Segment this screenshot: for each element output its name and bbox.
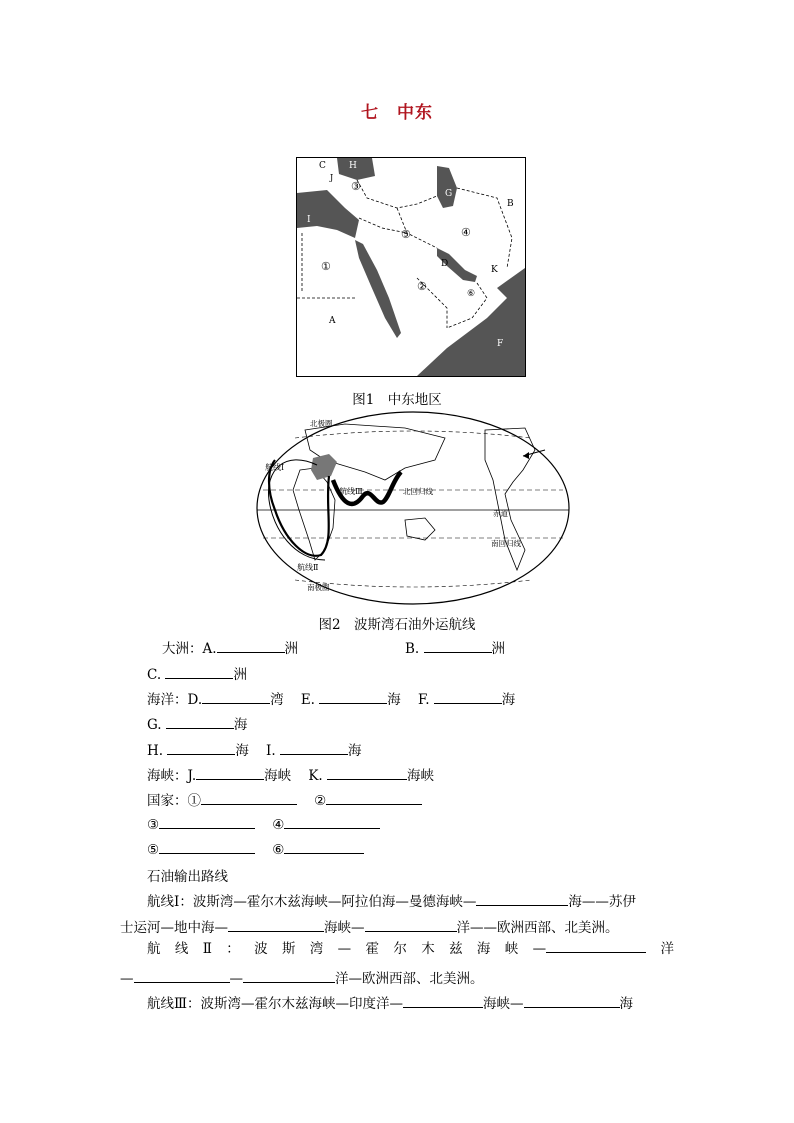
question-country-12: 国家：① ②: [147, 789, 422, 809]
country-label: 国家：: [147, 793, 188, 809]
figure2-caption: 图2 波斯湾石油外运航线: [318, 617, 476, 633]
question-ocean-def: 海洋：D. 湾 E. 海 F. 海: [147, 692, 516, 708]
question-continent-c: C. 洲: [147, 667, 247, 683]
map1-label-g: G: [445, 189, 453, 199]
blank-d[interactable]: [202, 690, 270, 704]
blank-country-3[interactable]: [159, 815, 255, 829]
blank-h[interactable]: [167, 741, 235, 755]
map1-label-n6: ⑥: [467, 289, 476, 299]
mediterranean-sea: [297, 190, 359, 238]
question-country-34: ③ ④: [147, 815, 380, 833]
question-country-56: ⑤ ⑥: [147, 840, 364, 858]
continent-label: 大洲：: [162, 641, 203, 657]
ocean-label: 海洋：: [147, 692, 188, 708]
map2-label-tropic-s: 南回归线: [491, 539, 521, 548]
map2-label-route3: 航线Ⅲ: [339, 487, 363, 496]
route3-line1: 航线Ⅲ：波斯湾—霍尔木兹海峡—印度洋— 海峡— 海: [147, 996, 634, 1012]
blank-g[interactable]: [166, 715, 234, 729]
blank-country-5[interactable]: [159, 840, 255, 854]
blank-a[interactable]: [217, 639, 285, 653]
red-sea: [355, 240, 401, 338]
blank-e[interactable]: [319, 690, 387, 704]
map1-label-b: B: [507, 199, 514, 209]
map2-label-equator: 赤道: [493, 509, 508, 518]
map1-label-n1: ①: [321, 260, 331, 273]
question-continent-b: B. 洲: [405, 641, 506, 657]
map1-label-i: I: [307, 215, 311, 225]
blank-c[interactable]: [165, 665, 233, 679]
blank-route1-strait[interactable]: [228, 918, 324, 932]
map1-label-n3: ③: [351, 180, 361, 193]
map1-label-h: H: [349, 161, 357, 171]
map1-label-e: E: [371, 303, 378, 313]
map1-label-j: J: [330, 173, 334, 182]
route1-line2: 士运河—地中海— 海峡— 洋——欧洲西部、北美洲。: [120, 920, 619, 936]
world-map-svg: [255, 410, 571, 606]
strait-label: 海峡：: [147, 768, 188, 784]
blank-route2-ocean2[interactable]: [243, 969, 335, 983]
blank-route1-sea[interactable]: [476, 892, 568, 906]
route2-line1: 航线Ⅱ：波斯湾—霍尔木兹海峡— 洋: [147, 941, 674, 957]
question-ocean-hi: H. 海 I. 海: [147, 743, 362, 759]
map1-label-a: A: [329, 316, 336, 326]
route2-line2: — — 洋—欧洲西部、北美洲。: [120, 971, 484, 987]
map2-label-route2: 航线Ⅱ: [297, 563, 319, 572]
middle-east-map: [296, 157, 526, 377]
middle-east-map-svg: [297, 158, 525, 376]
map1-label-n5: ⑤: [401, 228, 411, 241]
world-oil-route-map: [255, 410, 571, 606]
map2-label-tropic-n: 北回归线: [403, 487, 433, 496]
blank-i[interactable]: [280, 741, 348, 755]
blank-b[interactable]: [424, 639, 492, 653]
map1-label-f: F: [497, 339, 504, 349]
blank-country-1[interactable]: [201, 791, 297, 805]
map2-label-arctic: 北极圈: [310, 419, 333, 428]
blank-k[interactable]: [327, 766, 407, 780]
map1-label-n4: ④: [461, 226, 471, 239]
arabian-sea: [417, 268, 525, 376]
question-continent-ab: 大洲：A. 洲: [162, 641, 299, 657]
caspian-sea: [437, 166, 457, 208]
figure1-caption: 图1 中东地区: [352, 392, 442, 408]
map1-label-c: C: [319, 161, 326, 171]
blank-j[interactable]: [196, 766, 264, 780]
blank-country-6[interactable]: [284, 840, 364, 854]
map1-label-n2: ②: [417, 280, 427, 293]
map2-label-antarctic: 南极圈: [307, 583, 330, 592]
question-strait-jk: 海峡：J. 海峡 K. 海峡: [147, 768, 435, 784]
blank-route2-ocean[interactable]: [546, 939, 646, 953]
world-outline: [257, 412, 569, 604]
map1-label-d: D: [441, 259, 449, 269]
page-title: 七 中东: [361, 103, 433, 123]
blank-f[interactable]: [434, 690, 502, 704]
blank-route3-sea[interactable]: [524, 994, 620, 1008]
blank-route2-cape[interactable]: [134, 969, 230, 983]
question-ocean-g: G. 海: [147, 717, 248, 733]
oil-route-heading: 石油输出路线: [147, 869, 228, 885]
map1-label-k: K: [491, 265, 498, 275]
blank-country-2[interactable]: [326, 791, 422, 805]
border-line: [359, 218, 407, 233]
map2-label-route1: 航线Ⅰ: [265, 463, 285, 472]
blank-country-4[interactable]: [284, 815, 380, 829]
blank-route1-ocean[interactable]: [365, 918, 457, 932]
route1-line1: 航线Ⅰ：波斯湾—霍尔木兹海峡—阿拉伯海—曼德海峡— 海——苏伊: [147, 894, 636, 910]
blank-route3-strait[interactable]: [403, 994, 483, 1008]
border-line: [357, 180, 437, 208]
